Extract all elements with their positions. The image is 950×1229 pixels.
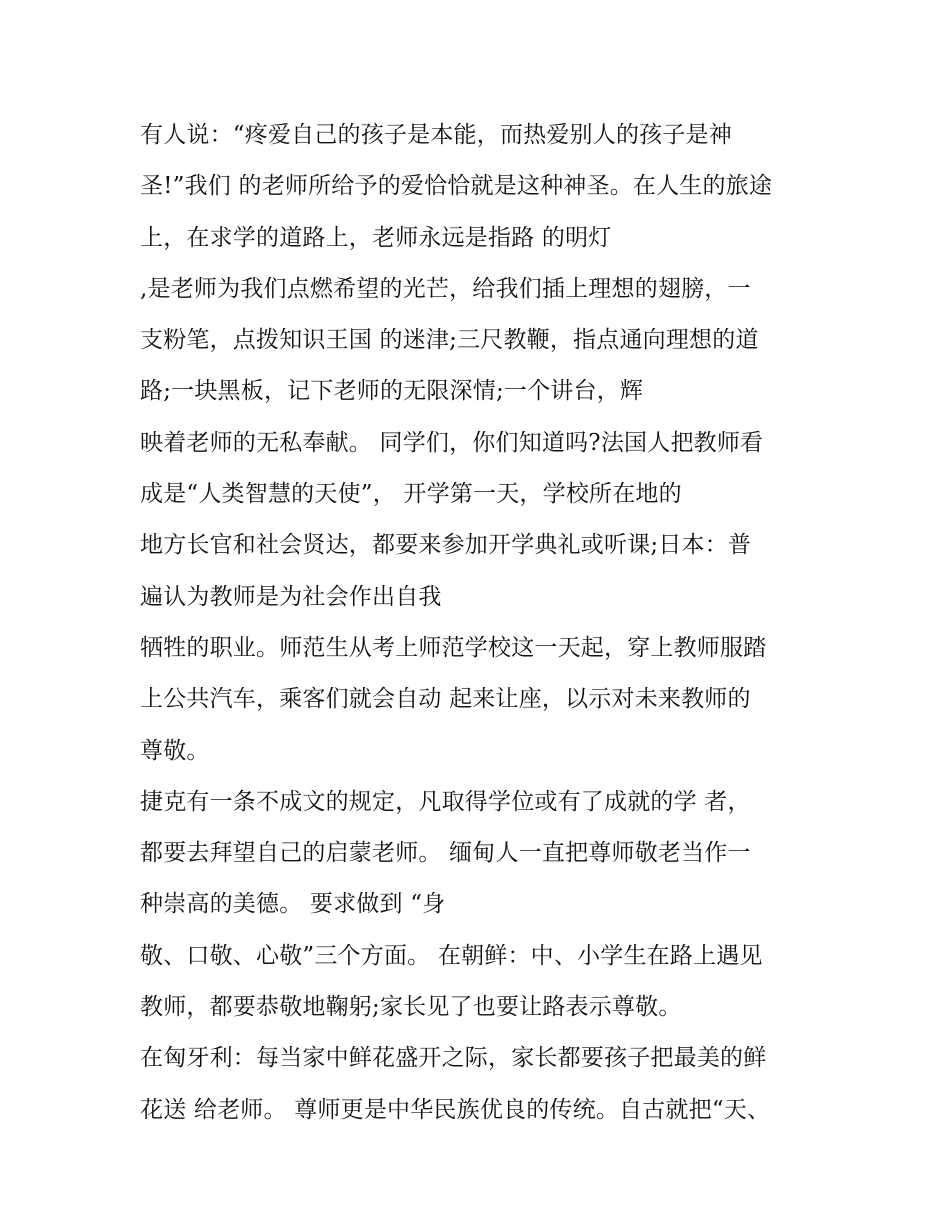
text-line: 种崇高的美德。 要求做到 “身 [140,891,446,918]
text-line: 牺牲的职业。师范生从考上师范学校这一天起，穿上教师服踏 [140,634,767,661]
text-line: 教师，都要恭敬地鞠躬;家长见了也要让路表示尊敬。 [140,994,682,1021]
text-line: 敬、口敬、心敬”三个方面。 在朝鲜：中、小学生在路上遇见 [140,942,763,969]
text-line: 上公共汽车，乘客们就会自动 起来让座，以示对未来教师的 [140,686,751,713]
text-line: 有人说：“疼爱自己的孩子是本能，而热爱别人的孩子是神 [140,122,732,148]
text-line: 圣!”我们 的老师所给予的爱恰恰就是这种神圣。在人生的旅途 [140,173,773,200]
text-line: 上，在求学的道路上，老师永远是指路 的明灯 [140,224,612,251]
text-line: 地方长官和社会贤达，都要来参加开学典礼或听课;日本：普 [140,532,752,559]
text-line: 尊敬。 [140,737,210,764]
text-line: 成是“人类智慧的天使”， 开学第一天，学校所在地的 [140,481,682,508]
text-line: ,是老师为我们点燃希望的光芒，给我们插上理想的翅膀，一 [140,275,751,302]
text-line: 在匈牙利：每当家中鲜花盛开之际，家长都要孩子把最美的鲜 [140,1045,767,1072]
text-line: 花送 给老师。 尊师更是中华民族优良的传统。自古就把“天、 [140,1096,771,1123]
text-line: 映着老师的无私奉献。 同学们，你们知道吗?法国人把教师看 [140,429,764,456]
text-line: 遍认为教师是为社会作出自我 [140,583,442,610]
text-line: 支粉笔，点拨知识王国 的迷津;三尺教鞭，指点通向理想的道 [140,327,759,354]
text-line: 都要去拜望自己的启蒙老师。 缅甸人一直把尊师敬老当作一 [140,840,751,867]
text-line: 路;一块黑板，记下老师的无限深情;一个讲台，辉 [140,378,644,405]
text-line: 捷克有一条不成文的规定，凡取得学位或有了成就的学 者， [140,788,751,815]
body-text [140,110,830,1136]
